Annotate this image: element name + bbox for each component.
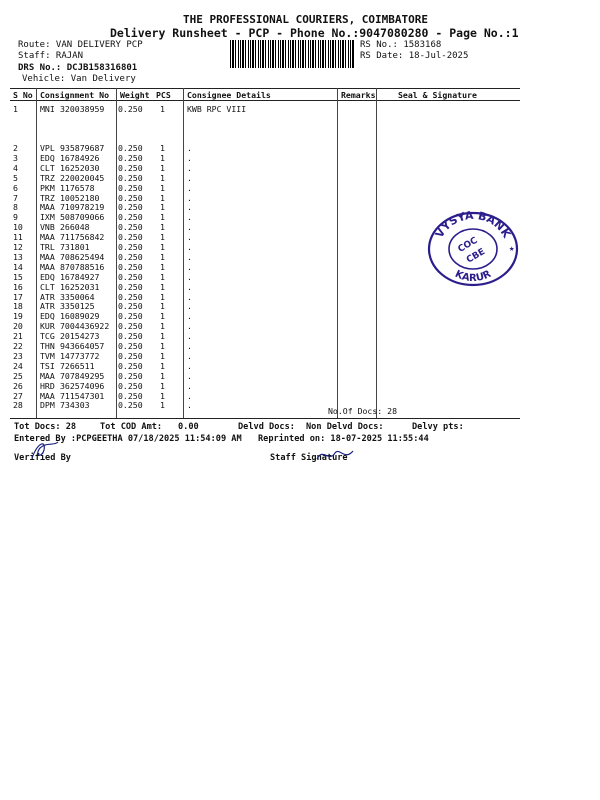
row-sno: 8	[13, 202, 18, 213]
row-consignee: .	[187, 251, 192, 262]
row-consignment-no: 20154273	[60, 331, 100, 342]
row-sno: 20	[13, 321, 23, 332]
row-sno: 10	[13, 222, 23, 233]
row-consignee: .	[187, 222, 192, 233]
row-consignment-no: 1176578	[60, 182, 95, 193]
row-consignee: .	[187, 380, 192, 391]
row-sno: 28	[13, 400, 23, 411]
row-consignment-no: 16252031	[60, 281, 100, 292]
row-consignment-no: 731801	[60, 242, 90, 252]
row-origin-code: ATR	[40, 291, 55, 302]
row-origin-code: DPM	[40, 400, 55, 411]
rs-number: RS No.: 1583168	[360, 40, 442, 50]
col-pcs: PCS	[156, 90, 171, 100]
row-consignee: .	[187, 212, 192, 223]
drs-number: DRS No.: DCJB158316801	[18, 63, 138, 73]
row-weight: 0.250	[118, 212, 143, 223]
row-consignee: .	[187, 232, 192, 243]
delivered-docs: Delvd Docs:	[238, 422, 295, 432]
row-consignee: .	[187, 390, 192, 401]
row-pcs: 1	[160, 242, 165, 252]
non-delivered-docs: Non Delvd Docs:	[306, 422, 384, 432]
row-origin-code: CLT	[40, 162, 55, 173]
row-consignment-no: 16784927	[60, 271, 100, 282]
row-consignee: .	[187, 400, 192, 411]
row-pcs: 1	[160, 143, 165, 153]
row-pcs: 1	[160, 350, 165, 361]
col-consignment: Consignment No	[40, 90, 110, 100]
row-weight: 0.250	[118, 301, 143, 312]
vehicle-label: Vehicle: Van Delivery	[22, 74, 136, 84]
row-origin-code: MAA	[40, 251, 55, 262]
row-sno: 24	[13, 360, 23, 371]
row-consignee: KWB RPC VIII	[187, 104, 247, 114]
row-weight: 0.250	[118, 192, 143, 203]
row-weight: 0.250	[118, 350, 143, 361]
row-consignee: .	[187, 152, 192, 163]
row-weight: 0.250	[118, 321, 143, 332]
row-consignee: .	[187, 311, 192, 322]
row-sno: 5	[13, 172, 18, 183]
row-sno: 4	[13, 162, 18, 173]
row-sno: 3	[13, 152, 18, 163]
row-sno: 17	[13, 291, 23, 302]
row-consignee: .	[187, 182, 192, 193]
row-sno: 22	[13, 341, 23, 351]
row-sno: 19	[13, 311, 23, 322]
row-consignment-no: 708625494	[60, 251, 105, 262]
row-sno: 2	[13, 143, 18, 153]
row-sno: 7	[13, 192, 18, 203]
row-origin-code: TVM	[40, 350, 55, 361]
total-cod-label: Tot COD Amt:	[100, 422, 163, 432]
stamp-top-text: VYSYA BANK	[432, 208, 514, 241]
col-divider	[337, 88, 338, 418]
row-origin-code: VPL	[40, 143, 55, 153]
row-pcs: 1	[160, 360, 165, 371]
row-consignment-no: 362574096	[60, 380, 105, 391]
col-divider	[376, 88, 377, 418]
row-pcs: 1	[160, 271, 165, 282]
row-consignment-no: 16784926	[60, 152, 100, 163]
entered-by: Entered By :PCPGEETHA 07/18/2025 11:54:09 AM	[14, 434, 242, 444]
row-origin-code: HRD	[40, 380, 55, 391]
row-consignment-no: 870788516	[60, 261, 105, 272]
row-origin-code: TRZ	[40, 172, 55, 183]
row-consignee: .	[187, 261, 192, 272]
row-weight: 0.250	[118, 400, 143, 411]
row-consignee: .	[187, 143, 192, 153]
row-consignee: .	[187, 192, 192, 203]
row-origin-code: CLT	[40, 281, 55, 292]
row-weight: 0.250	[118, 162, 143, 173]
route-label: Route: VAN DELIVERY PCP	[18, 40, 143, 50]
bank-stamp	[425, 207, 521, 287]
rs-date: RS Date: 18-Jul-2025	[360, 51, 469, 61]
row-weight: 0.250	[118, 182, 143, 193]
row-consignment-no: 266048	[60, 222, 90, 233]
runsheet-title: Delivery Runsheet - PCP - Phone No.:9047080280 - Page No.:1	[110, 26, 519, 40]
row-origin-code: MAA	[40, 370, 55, 381]
row-consignee: .	[187, 331, 192, 342]
row-consignee: .	[187, 271, 192, 282]
row-consignee: .	[187, 202, 192, 213]
row-consignment-no: 508709066	[60, 212, 105, 223]
row-origin-code: MAA	[40, 261, 55, 272]
row-weight: 0.250	[118, 311, 143, 322]
row-sno: 14	[13, 261, 23, 272]
row-sno: 18	[13, 301, 23, 312]
row-pcs: 1	[160, 400, 165, 411]
row-consignment-no: 935879687	[60, 143, 105, 153]
col-divider	[183, 88, 184, 418]
delivery-points: Delvy pts:	[412, 422, 464, 432]
row-consignment-no: 16252030	[60, 162, 100, 173]
row-consignment-no: 320038959	[60, 104, 105, 114]
row-consignment-no: 710978219	[60, 202, 105, 213]
row-weight: 0.250	[118, 261, 143, 272]
row-pcs: 1	[160, 301, 165, 312]
col-divider	[116, 88, 117, 418]
row-pcs: 1	[160, 380, 165, 391]
row-sno: 1	[13, 104, 18, 114]
col-seal-signature: Seal & Signature	[398, 90, 477, 100]
row-weight: 0.250	[118, 242, 143, 252]
col-sno: S No	[13, 90, 33, 100]
row-consignment-no: 3350125	[60, 301, 95, 312]
no-of-docs: No.Of Docs: 28	[328, 406, 398, 416]
row-pcs: 1	[160, 172, 165, 183]
row-sno: 23	[13, 350, 23, 361]
stamp-center-text-1: COC	[456, 235, 480, 255]
row-weight: 0.250	[118, 360, 143, 371]
row-consignment-no: 10052180	[60, 192, 100, 203]
row-consignee: .	[187, 281, 192, 292]
row-weight: 0.250	[118, 202, 143, 213]
col-consignee: Consignee Details	[187, 90, 271, 100]
row-weight: 0.250	[118, 152, 143, 163]
stamp-center-text-2: CBE	[465, 247, 487, 266]
row-origin-code: MAA	[40, 232, 55, 243]
stamp-star-icon: ★	[509, 244, 515, 254]
row-pcs: 1	[160, 162, 165, 173]
row-weight: 0.250	[118, 370, 143, 381]
row-consignment-no: 943664057	[60, 341, 105, 351]
row-consignee: .	[187, 360, 192, 371]
row-pcs: 1	[160, 251, 165, 262]
row-weight: 0.250	[118, 104, 143, 114]
row-consignee: .	[187, 350, 192, 361]
row-pcs: 1	[160, 341, 165, 351]
row-origin-code: EDQ	[40, 271, 55, 282]
row-sno: 25	[13, 370, 23, 381]
total-cod-value: 0.00	[178, 422, 199, 432]
row-pcs: 1	[160, 202, 165, 213]
row-origin-code: MAA	[40, 202, 55, 213]
staff-signature	[315, 445, 355, 465]
row-origin-code: PKM	[40, 182, 55, 193]
row-pcs: 1	[160, 104, 165, 114]
row-weight: 0.250	[118, 331, 143, 342]
verifier-signature	[28, 438, 62, 462]
row-pcs: 1	[160, 311, 165, 322]
row-consignee: .	[187, 162, 192, 173]
row-pcs: 1	[160, 390, 165, 401]
row-sno: 11	[13, 232, 23, 243]
staff-signature-label: Staff Signature	[270, 453, 348, 463]
company-name: THE PROFESSIONAL COURIERS, COIMBATORE	[183, 13, 429, 26]
row-consignee: .	[187, 291, 192, 302]
row-pcs: 1	[160, 212, 165, 223]
row-weight: 0.250	[118, 380, 143, 391]
row-origin-code: IXM	[40, 212, 55, 223]
row-pcs: 1	[160, 192, 165, 203]
row-origin-code: MNI	[40, 104, 55, 114]
row-consignment-no: 16089029	[60, 311, 100, 322]
verified-by: Verified By	[14, 453, 71, 463]
row-consignment-no: 711547301	[60, 390, 105, 401]
row-sno: 26	[13, 380, 23, 391]
row-weight: 0.250	[118, 271, 143, 282]
row-origin-code: MAA	[40, 390, 55, 401]
row-origin-code: TRL	[40, 242, 55, 252]
row-origin-code: THN	[40, 341, 55, 351]
row-weight: 0.250	[118, 291, 143, 302]
row-weight: 0.250	[118, 222, 143, 233]
row-consignment-no: 707849295	[60, 370, 105, 381]
row-consignee: .	[187, 321, 192, 332]
total-docs: Tot Docs: 28	[14, 422, 77, 432]
row-weight: 0.250	[118, 281, 143, 292]
row-origin-code: EDQ	[40, 152, 55, 163]
row-weight: 0.250	[118, 232, 143, 243]
row-origin-code: EDQ	[40, 311, 55, 322]
row-pcs: 1	[160, 182, 165, 193]
col-remarks: Remarks	[341, 90, 376, 100]
row-pcs: 1	[160, 321, 165, 332]
row-consignment-no: 7266511	[60, 360, 95, 371]
staff-label: Staff: RAJAN	[18, 51, 84, 61]
row-sno: 6	[13, 182, 18, 193]
row-origin-code: TSI	[40, 360, 55, 371]
row-consignment-no: 14773772	[60, 350, 100, 361]
row-consignee: .	[187, 301, 192, 312]
table-bottom-border	[10, 418, 520, 419]
row-consignment-no: 220020045	[60, 172, 105, 183]
row-origin-code: VNB	[40, 222, 55, 233]
row-origin-code: KUR	[40, 321, 55, 332]
col-weight: Weight	[120, 90, 150, 100]
row-weight: 0.250	[118, 341, 143, 351]
row-sno: 9	[13, 212, 18, 223]
row-pcs: 1	[160, 222, 165, 233]
table-header-border	[10, 100, 520, 101]
row-pcs: 1	[160, 370, 165, 381]
row-origin-code: TRZ	[40, 192, 55, 203]
row-sno: 21	[13, 331, 23, 342]
table-top-border	[10, 88, 520, 89]
row-weight: 0.250	[118, 251, 143, 262]
col-divider	[36, 88, 37, 418]
row-weight: 0.250	[118, 143, 143, 153]
row-consignee: .	[187, 341, 192, 351]
row-origin-code: ATR	[40, 301, 55, 312]
row-sno: 12	[13, 242, 23, 252]
row-weight: 0.250	[118, 390, 143, 401]
row-consignment-no: 7004436922	[60, 321, 110, 332]
row-sno: 15	[13, 271, 23, 282]
barcode	[230, 40, 355, 68]
row-weight: 0.250	[118, 172, 143, 183]
row-pcs: 1	[160, 261, 165, 272]
row-consignee: .	[187, 172, 192, 183]
row-consignment-no: 711756842	[60, 232, 105, 243]
row-sno: 16	[13, 281, 23, 292]
row-sno: 27	[13, 390, 23, 401]
row-pcs: 1	[160, 281, 165, 292]
row-pcs: 1	[160, 152, 165, 163]
row-consignment-no: 734303	[60, 400, 90, 411]
row-sno: 13	[13, 251, 23, 262]
row-origin-code: TCG	[40, 331, 55, 342]
row-consignment-no: 3350064	[60, 291, 95, 302]
row-pcs: 1	[160, 232, 165, 243]
reprinted-on: Reprinted on: 18-07-2025 11:55:44	[258, 434, 429, 444]
row-pcs: 1	[160, 331, 165, 342]
row-pcs: 1	[160, 291, 165, 302]
stamp-bottom-text: KARUR	[453, 268, 493, 285]
row-consignee: .	[187, 370, 192, 381]
row-consignee: .	[187, 242, 192, 252]
